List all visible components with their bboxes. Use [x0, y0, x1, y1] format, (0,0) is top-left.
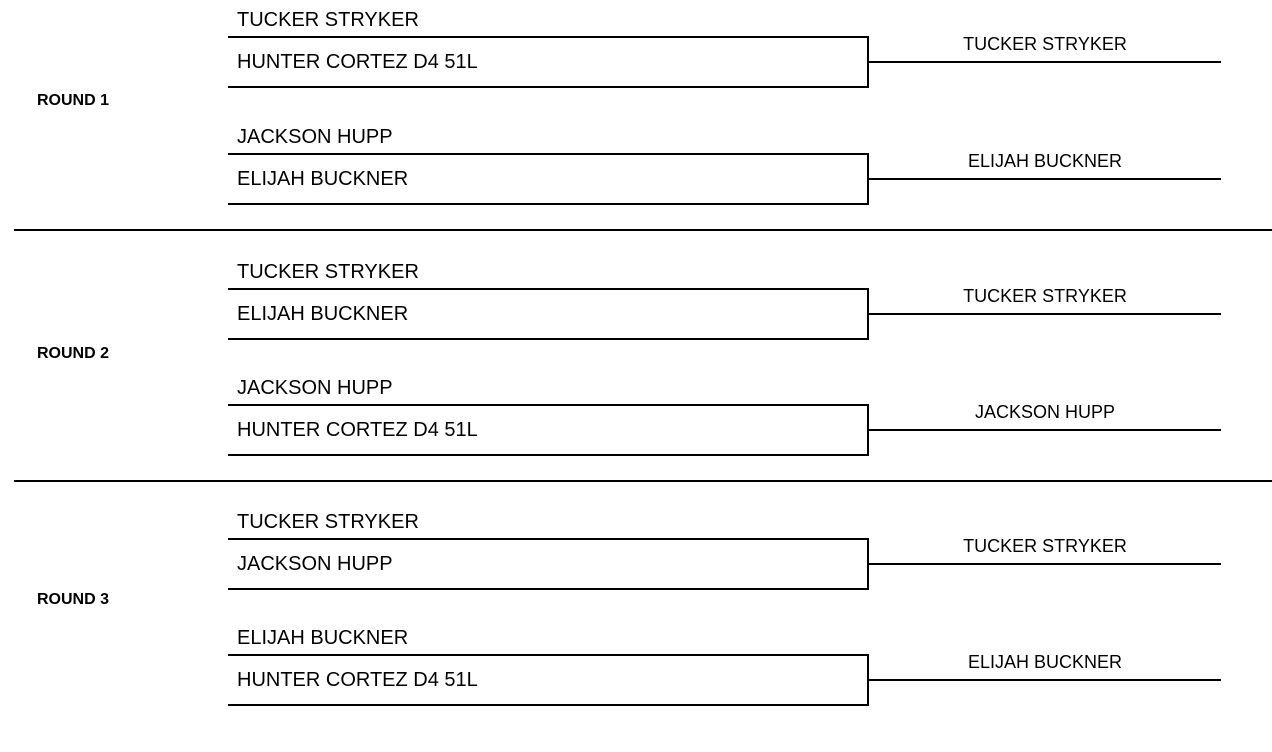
winner-name: TUCKER STRYKER — [963, 286, 1127, 306]
bracket-line-top — [228, 538, 868, 540]
player-1-name: TUCKER STRYKER — [237, 261, 419, 283]
winner-line — [869, 429, 1221, 431]
round-1 — [0, 0, 1272, 250]
bracket-line-bottom — [228, 454, 868, 456]
winner-name: ELIJAH BUCKNER — [967, 652, 1123, 672]
bracket-line-bottom — [228, 86, 868, 88]
player-2-name: ELIJAH BUCKNER — [237, 168, 409, 190]
round-3 — [0, 502, 1272, 752]
winner-line — [869, 61, 1221, 63]
round-label: ROUND 2 — [37, 345, 110, 362]
bracket-line-bottom — [228, 338, 868, 340]
player-2-name: HUNTER CORTEZ D4 51L — [237, 419, 478, 441]
bracket-line-bottom — [228, 588, 868, 590]
winner-name: TUCKER STRYKER — [963, 536, 1127, 556]
round-separator — [14, 480, 1272, 482]
winner-name: JACKSON HUPP — [974, 402, 1116, 422]
winner-line — [869, 679, 1221, 681]
player-2-name: HUNTER CORTEZ D4 51L — [237, 51, 478, 73]
player-1-name: JACKSON HUPP — [237, 377, 393, 399]
match-r3-m1 — [228, 502, 1221, 622]
round-label: ROUND 1 — [37, 92, 110, 109]
winner-name: ELIJAH BUCKNER — [967, 151, 1123, 171]
bracket-line-bottom — [228, 704, 868, 706]
match-r1-m2 — [228, 117, 1221, 237]
round-2 — [0, 252, 1272, 502]
bracket-line-top — [228, 36, 868, 38]
bracket-line-top — [228, 288, 868, 290]
bracket-line-bottom — [228, 203, 868, 205]
match-r1-m1 — [228, 0, 1221, 120]
bracket-line-top — [228, 654, 868, 656]
bracket-line-top — [228, 153, 868, 155]
winner-line — [869, 563, 1221, 565]
match-r2-m1 — [228, 252, 1221, 372]
player-1-name: JACKSON HUPP — [237, 126, 393, 148]
player-2-name: JACKSON HUPP — [237, 553, 393, 575]
winner-line — [869, 178, 1221, 180]
player-1-name: TUCKER STRYKER — [237, 511, 419, 533]
round-separator — [14, 229, 1272, 231]
round-label: ROUND 3 — [37, 591, 110, 608]
winner-name: TUCKER STRYKER — [963, 34, 1127, 54]
player-2-name: HUNTER CORTEZ D4 51L — [237, 669, 478, 691]
bracket-line-top — [228, 404, 868, 406]
match-r3-m2 — [228, 618, 1221, 738]
winner-line — [869, 313, 1221, 315]
player-1-name: ELIJAH BUCKNER — [237, 627, 409, 649]
player-2-name: ELIJAH BUCKNER — [237, 303, 409, 325]
match-r2-m2 — [228, 368, 1221, 488]
player-1-name: TUCKER STRYKER — [237, 9, 419, 31]
